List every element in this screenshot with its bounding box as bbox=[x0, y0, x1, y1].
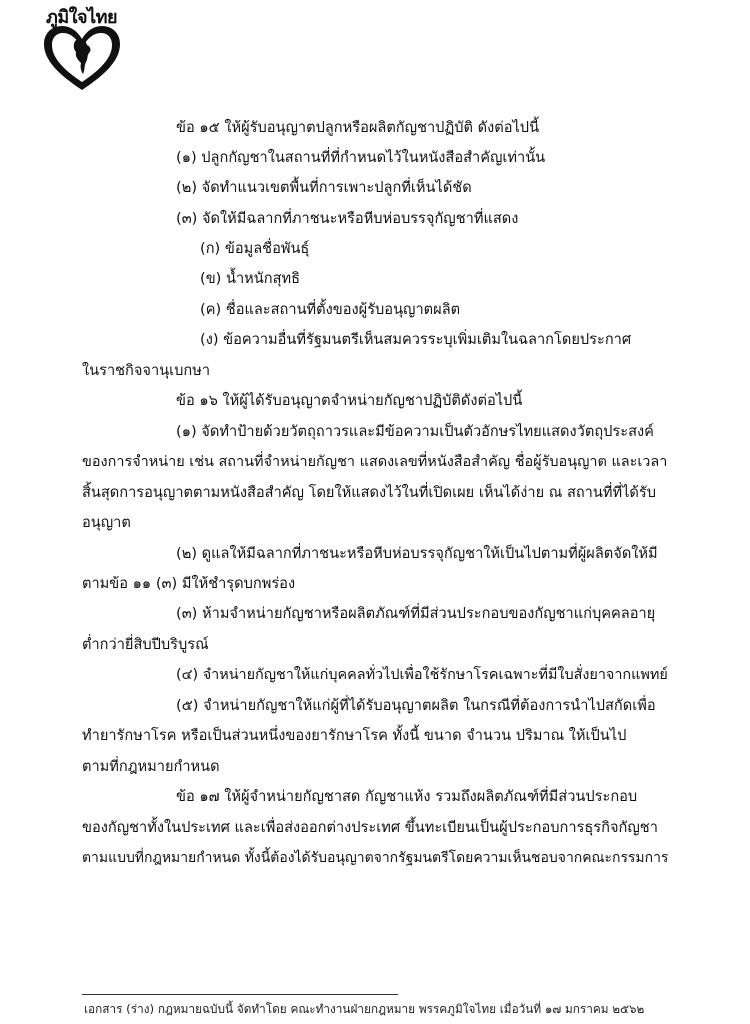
section-15-subitem-d: (ง) ข้อความอื่นที่รัฐมนตรีเห็นสมควรระบุเพิ่มเติมในฉลากโดยประกาศ bbox=[200, 331, 632, 348]
section-17-line-3: ตามแบบที่กฎหมายกำหนด ทั้งนี้ต้องได้รับอนุญาตจากรัฐมนตรีโดยความเห็นชอบจากคณะกรรมการ bbox=[82, 850, 669, 866]
section-16-item-3-line-1: (๓) ห้ามจำหน่ายกัญชาหรือผลิตภัณฑ์ที่มีส่วนประกอบของกัญชาแก่บุคคลอายุ bbox=[176, 605, 656, 622]
section-15-subitem-b: (ข) น้ำหนักสุทธิ bbox=[200, 270, 301, 287]
logo-brand-text: ภูมิใจไทย bbox=[46, 7, 118, 28]
section-16-item-1-line-1: (๑) จัดทำป้ายด้วยวัตถุถาวรและมีข้อความเป็นตัวอักษรไทยแสดงวัตถุประสงค์ bbox=[176, 423, 654, 440]
section-16-item-1-line-2: ของการจำหน่าย เช่น สถานที่จำหน่ายกัญชา แสดงเลขที่หนังสือสำคัญ ชื่อผู้รับอนุญาต และเวลา bbox=[82, 454, 668, 470]
section-16-item-5-line-2: ทำยารักษาโรค หรือเป็นส่วนหนึ่งของยารักษาโรค ทั้งนี้ ขนาด จำนวน ปริมาณ ให้เป็นไป bbox=[82, 727, 627, 744]
section-15-subitem-c: (ค) ชื่อและสถานที่ตั้งของผู้รับอนุญาตผลิต bbox=[200, 301, 461, 318]
section-15-item-2: (๒) จัดทำแนวเขตพื้นที่การเพาะปลูกที่เห็นได้ชัด bbox=[176, 179, 472, 196]
section-16-item-3-line-2: ต่ำกว่ายี่สิบปีบริบูรณ์ bbox=[82, 636, 209, 653]
section-15-item-1: (๑) ปลูกกัญชาในสถานที่ที่กำหนดไว้ในหนังสือสำคัญเท่านั้น bbox=[176, 149, 546, 166]
footnote: เอกสาร (ร่าง) กฎหมายฉบับนี้ จัดทำโดย คณะทำงานฝ่ายกฎหมาย พรรคภูมิใจไทย เมื่อวันที่ ๑๗ มกราคม ๒๕๖๒ bbox=[84, 1002, 645, 1016]
section-17-line-2: ของกัญชาทั้งในประเทศ และเพื่อส่งออกต่างประเทศ ขึ้นทะเบียนเป็นผู้ประกอบการธุรกิจกัญชา bbox=[82, 819, 658, 836]
section-16-item-1-line-4: อนุญาต bbox=[82, 514, 131, 531]
section-16-item-1-line-3: สิ้นสุดการอนุญาตตามหนังสือสำคัญ โดยให้แสดงไว้ในที่เปิดเผย เห็นได้ง่าย ณ สถานที่ที่ได้รับ bbox=[82, 484, 657, 501]
section-15-subitem-continuation: ในราชกิจจานุเบกษา bbox=[82, 362, 211, 379]
section-16-item-5-line-1: (๕) จำหน่ายกัญชาให้แก่ผู้ที่ได้รับอนุญาตผลิต ในกรณีที่ต้องการนำไปสกัดเพื่อ bbox=[176, 697, 656, 714]
section-16-item-2-line-1: (๒) ดูแลให้มีฉลากที่ภาชนะหรือหีบห่อบรรจุกัญชาให้เป็นไปตามที่ผู้ผลิตจัดให้มี bbox=[176, 545, 658, 562]
section-16-item-5-line-3: ตามที่กฎหมายกำหนด bbox=[82, 758, 220, 775]
section-15-heading: ข้อ ๑๕ ให้ผู้รับอนุญาตปลูกหรือผลิตกัญชาปฏิบัติ ดังต่อไปนี้ bbox=[176, 119, 540, 136]
section-16-item-2-line-2: ตามข้อ ๑๑ (๓) มีให้ชำรุดบกพร่อง bbox=[82, 575, 296, 592]
footnote-divider bbox=[82, 994, 398, 995]
section-15-subitem-a: (ก) ข้อมูลชื่อพันธุ์ bbox=[200, 240, 310, 257]
section-15-item-3: (๓) จัดให้มีฉลากที่ภาชนะหรือหีบห่อบรรจุกัญชาที่แสดง bbox=[176, 210, 519, 227]
party-logo bbox=[36, 2, 126, 94]
section-16-item-4-line-1: (๔) จำหน่ายกัญชาให้แก่บุคคลทั่วไปเพื่อใช้รักษาโรคเฉพาะที่มีใบสั่งยาจากแพทย์ bbox=[176, 667, 668, 683]
heart-thailand-map-icon bbox=[40, 24, 124, 94]
section-16-heading: ข้อ ๑๖ ให้ผู้ได้รับอนุญาตจำหน่ายกัญชาปฏิบัติดังต่อไปนี้ bbox=[176, 392, 523, 409]
section-17-line-1: ข้อ ๑๗ ให้ผู้จำหน่ายกัญชาสด กัญชาแห้ง รวมถึงผลิตภัณฑ์ที่มีส่วนประกอบ bbox=[176, 788, 638, 805]
